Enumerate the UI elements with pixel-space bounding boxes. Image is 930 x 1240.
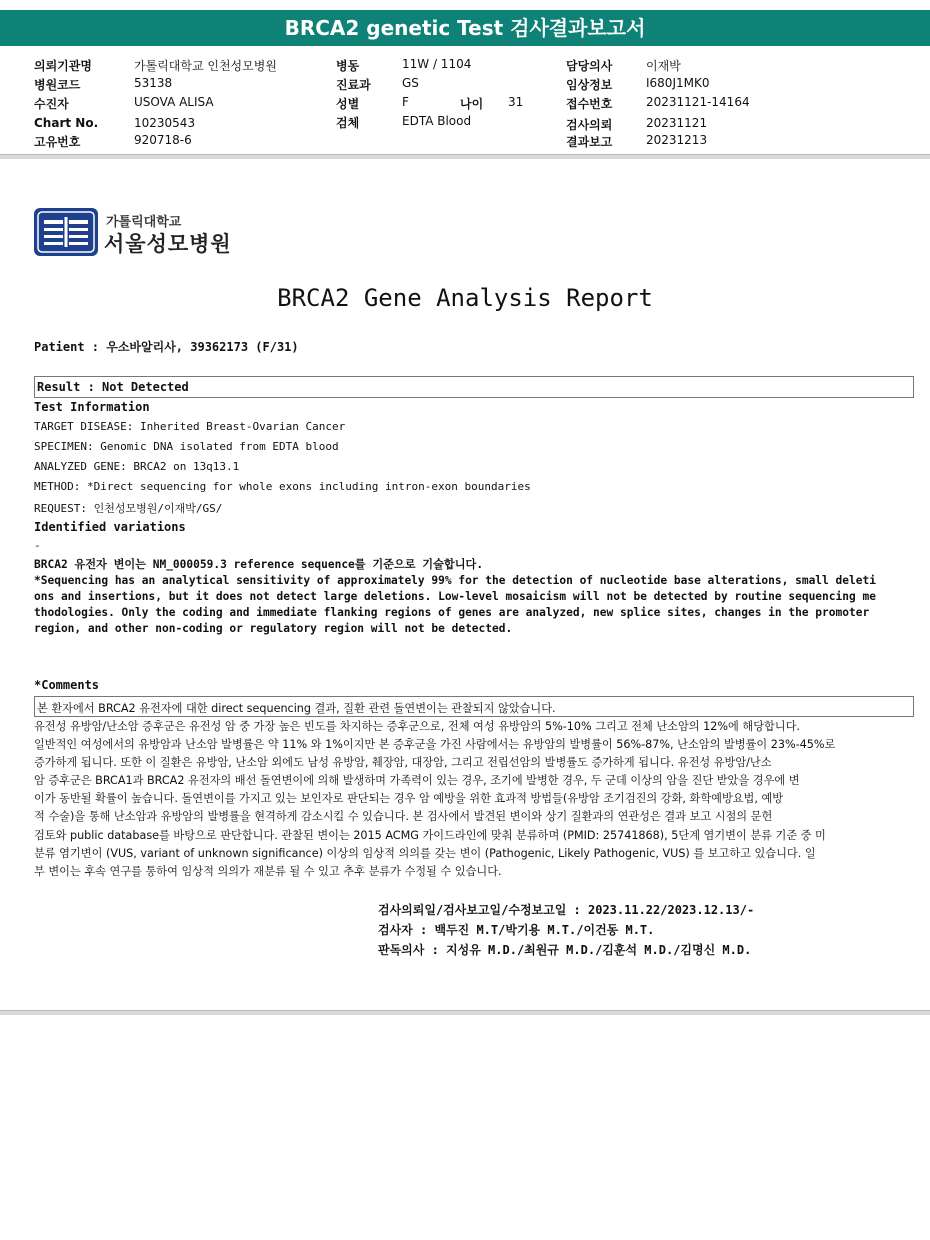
header-label: 담당의사 — [566, 59, 613, 73]
header-label: 결과보고 — [566, 135, 613, 149]
header-value: 20231213 — [646, 133, 708, 147]
patient-line: Patient : 우소바알리사, 39362173 (F/31) — [34, 340, 299, 354]
header-label: 검사의뢰 — [566, 118, 613, 132]
hospital-seal-logo — [34, 208, 98, 256]
header-label: 성별 — [336, 97, 360, 111]
header-label: 의뢰기관명 — [34, 59, 92, 73]
comment-line: 유전성 유방암/난소암 증후군은 유전성 암 중 가장 높은 빈도를 차지하는 증후군으로, 전체 여성 유방암의 5%-10% 그리고 전체 난소암의 12%에 해당합니다. — [34, 720, 800, 733]
age-value: 31 — [508, 95, 524, 109]
header-value: USOVA ALISA — [134, 95, 214, 109]
comment-body — [34, 718, 835, 881]
comment-box — [34, 696, 914, 717]
identified-value: - — [34, 539, 41, 552]
header-label: 접수번호 — [566, 97, 613, 111]
header-value: 11W / 1104 — [402, 57, 472, 71]
result-box — [34, 376, 914, 398]
logo-subtitle: 가톨릭대학교 — [106, 215, 182, 230]
comment-line: 부 변이는 후속 연구를 통하여 임상적 의의가 재분류 될 수 있고 추후 분류가 수정될 수 있습니다. — [34, 864, 502, 878]
header-value: 이재박 — [646, 59, 681, 73]
header-label: Chart No. — [34, 116, 99, 130]
test-info-gene: ANALYZED GENE: BRCA2 on 13q13.1 — [34, 460, 240, 473]
method-note-line: thodologies. Only the coding and immediate flanking regions of genes are analyzed, new splice sites, changes in the promoter — [34, 606, 870, 619]
header-value: 20231121-14164 — [646, 95, 750, 109]
header-value: F — [402, 95, 409, 109]
header-value: I680J1MK0 — [646, 76, 710, 90]
header-value: 가톨릭대학교 인천성모병원 — [134, 59, 277, 73]
test-info-request: REQUEST: 인천성모병원/이재박/GS/ — [34, 502, 223, 515]
header-value: EDTA Blood — [402, 114, 472, 128]
comment-line: 검토와 public database를 바탕으로 판단합니다. 관찰된 변이는 2015 ACMG 가이드라인에 맞춰 분류하며 (PMID: 25741868), 5단계 염기변이 분류 기준 중 미 — [34, 828, 826, 842]
header-label: 수진자 — [34, 97, 69, 111]
section-divider — [0, 154, 930, 159]
header-value: 920718-6 — [134, 133, 192, 147]
test-info-heading: Test Information — [34, 400, 150, 414]
comment-line: 일반적인 여성에서의 유방암과 난소암 발병률은 약 11% 와 1%이지만 본 증후군을 가진 사람에서는 유방암의 발병률이 56%-87%, 난소암의 발병률이 23%-45%로 — [34, 738, 836, 752]
logo-hospital-name: 서울성모병원 — [104, 232, 232, 256]
method-note-line: region, and other non-coding or regulatory region will not be detected. — [34, 622, 513, 635]
header-label: 검체 — [336, 116, 360, 130]
comments-heading: *Comments — [34, 678, 100, 692]
comment-line: 적 수술)을 통해 난소암과 유방암의 발병률을 현격하게 감소시킬 수 있습니다. 본 검사에서 발견된 변이와 상기 질환과의 연관성은 결과 보고 시점의 문헌 — [34, 810, 773, 824]
result-line: Result : Not Detected — [37, 380, 189, 394]
header-value: 20231121 — [646, 116, 708, 130]
comment-line: 암 증후군은 BRCA1과 BRCA2 유전자의 배선 돌연변이에 의해 발생하며 가족력이 있는 경우, 조기에 발병한 경우, 두 군데 이상의 암을 진단 받았을 경우에 변 — [34, 774, 800, 788]
test-info-specimen: SPECIMEN: Genomic DNA isolated from EDTA blood — [34, 440, 339, 453]
comment-summary: 본 환자에서 BRCA2 유전자에 대한 direct sequencing 결과, 질환 관련 돌연변이는 관찰되지 않았습니다. — [37, 702, 556, 715]
report-title-bar: BRCA2 genetic Test 검사결과보고서 — [0, 10, 930, 46]
header-value: 10230543 — [134, 116, 196, 130]
test-info-target: TARGET DISEASE: Inherited Breast-Ovarian Cancer — [34, 420, 346, 433]
header-value: GS — [402, 76, 419, 90]
pathologists: 판독의사 : 지성유 M.D./최원규 M.D./김훈석 M.D./김명신 M.D. — [378, 943, 752, 957]
age-label: 나이 — [460, 97, 484, 111]
header-label: 병동 — [336, 59, 360, 73]
method-note-line: ons and insertions, but it does not detect large deletions. Low-level mosaicism will not be detected by routine sequencing me — [34, 590, 876, 603]
header-label: 임상정보 — [566, 78, 613, 92]
comment-line: 증가하게 됩니다. 또한 이 질환은 유방암, 난소암 외에도 남성 유방암, 췌장암, 대장암, 그리고 전립선암의 발병률도 증가하게 됩니다. 유전성 유방암/난소 — [34, 756, 772, 770]
header-label: 고유번호 — [34, 135, 81, 149]
comment-line: 이가 동반될 확률이 높습니다. 돌연변이를 가지고 있는 보인자로 판단되는 경우 암 예방을 위한 효과적 방법들(유방암 조기검진의 강화, 화학예방요법, 예방 — [34, 792, 784, 806]
comment-line: 분류 염기변이 (VUS, variant of unknown significance) 이상의 임상적 의의를 갖는 변이 (Pathogenic, Likely Pathogenic, VUS) 를 보고하고 있습니다. 일 — [34, 846, 816, 860]
identified-heading: Identified variations — [34, 520, 186, 534]
report-dates: 검사의뢰일/검사보고일/수정보고일 : 2023.11.22/2023.12.13/- — [378, 903, 755, 917]
method-note — [34, 557, 876, 637]
report-heading: BRCA2 Gene Analysis Report — [277, 284, 653, 312]
technicians: 검사자 : 백두진 M.T/박기용 M.T./이건동 M.T. — [378, 923, 655, 937]
method-note-line: *Sequencing has an analytical sensitivity of approximately 99% for the detection of nucleotide base alterations, small deleti — [34, 574, 876, 587]
header-label: 병원코드 — [34, 78, 81, 92]
header-label: 진료과 — [336, 78, 371, 92]
header-value: 53138 — [134, 76, 173, 90]
test-info-method: METHOD: *Direct sequencing for whole exons including intron-exon boundaries — [34, 480, 531, 493]
reference-line: BRCA2 유전자 변이는 NM_000059.3 reference sequence를 기준으로 기술합니다. — [34, 558, 484, 571]
section-divider — [0, 1010, 930, 1015]
